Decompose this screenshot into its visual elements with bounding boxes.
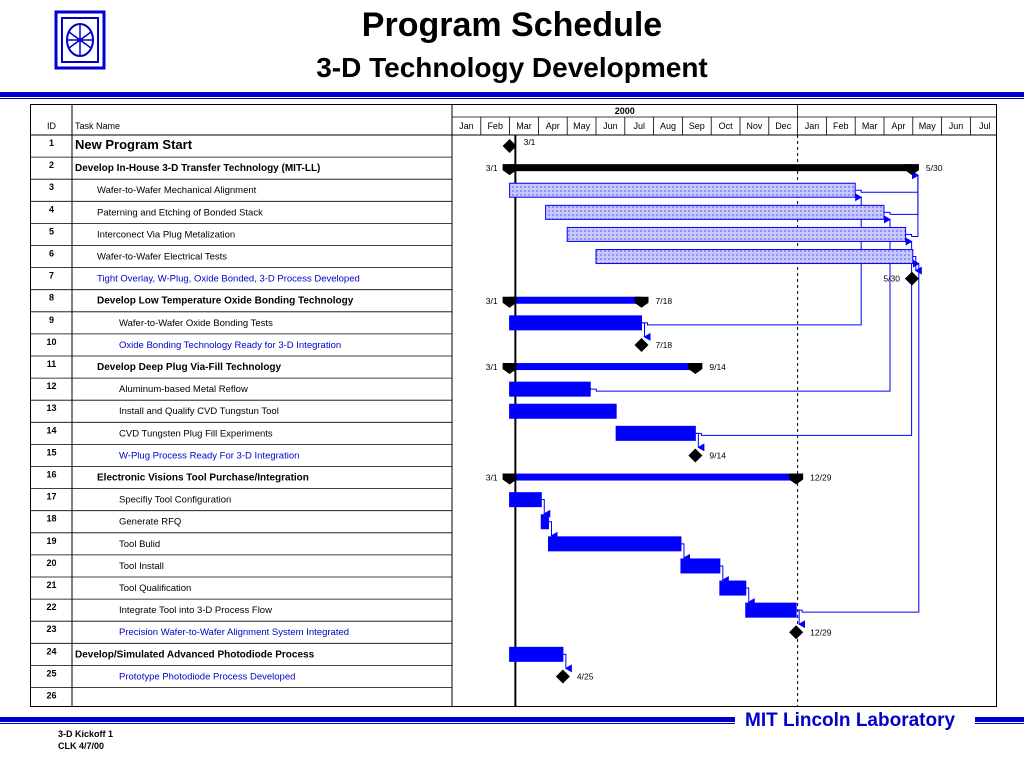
task-bar xyxy=(546,205,884,219)
task-id: 9 xyxy=(48,314,55,325)
dependency-link xyxy=(855,175,918,192)
task-id: 16 xyxy=(46,469,57,480)
start-date-label: 3/1 xyxy=(485,362,498,373)
task-name: Paterning and Etching of Bonded Stack xyxy=(97,207,263,219)
task-bar xyxy=(681,559,720,573)
header-rule-thin xyxy=(0,98,1024,99)
task-id: 12 xyxy=(46,381,57,392)
task-id: 19 xyxy=(46,535,57,546)
month-label: Oct xyxy=(718,121,733,131)
task-id: 6 xyxy=(48,248,55,259)
task-id: 1 xyxy=(48,138,55,148)
month-label: Feb xyxy=(833,121,849,131)
task-name: Specifiy Tool Configuration xyxy=(119,494,232,506)
task-id: 22 xyxy=(46,602,57,613)
task-id: 15 xyxy=(46,447,57,458)
summary-cap xyxy=(905,164,919,175)
footer-slide-label: 3-D Kickoff 1 xyxy=(58,729,114,739)
task-name: Precision Wafer-to-Wafer Alignment System Integrated xyxy=(119,627,350,639)
end-date-label: 12/29 xyxy=(810,472,832,483)
dependency-link xyxy=(796,264,919,613)
footer-rule xyxy=(0,717,735,722)
task-name: Generate RFQ xyxy=(119,516,182,528)
task-id: 11 xyxy=(46,359,57,369)
task-name: Develop In-House 3-D Transfer Technology (MIT-LL) xyxy=(75,163,321,175)
month-label: Mar xyxy=(861,121,878,131)
lab-name: MIT Lincoln Laboratory xyxy=(745,710,956,731)
footer-rule-right xyxy=(975,717,1024,722)
month-label: Mar xyxy=(516,121,532,131)
start-date-label: 3/1 xyxy=(485,295,498,306)
year-label: 2000 xyxy=(614,106,635,116)
milestone-diamond xyxy=(905,272,919,286)
task-id: 8 xyxy=(48,292,55,303)
month-label: Apr xyxy=(545,121,560,131)
task-name: Develop/Simulated Advanced Photodiode Process xyxy=(75,649,315,661)
summary-bar xyxy=(510,297,642,304)
summary-cap xyxy=(635,297,649,308)
task-name: Electronic Visions Tool Purchase/Integration xyxy=(97,472,309,484)
month-label: Jun xyxy=(948,121,964,131)
task-bar xyxy=(510,404,617,418)
task-id: 23 xyxy=(46,624,57,635)
dependency-link xyxy=(906,175,918,236)
summary-bar xyxy=(510,474,797,481)
start-date-label: 3/1 xyxy=(485,163,498,174)
month-label: Sep xyxy=(688,121,705,131)
task-name: Wafer-to-Wafer Mechanical Alignment xyxy=(97,185,257,197)
milestone-diamond xyxy=(635,338,649,352)
task-name: Aluminum-based Metal Reflow xyxy=(119,384,248,396)
task-id: 14 xyxy=(46,425,57,436)
task-id: 18 xyxy=(46,513,57,524)
task-id: 7 xyxy=(48,270,55,281)
month-label: Apr xyxy=(891,121,906,131)
month-label: Jul xyxy=(633,121,645,131)
milestone-diamond xyxy=(688,448,702,462)
task-id: 3 xyxy=(48,182,55,193)
end-date-label: 5/30 xyxy=(925,163,943,174)
task-bar xyxy=(596,250,913,264)
task-header: Task Name xyxy=(75,121,121,131)
milestone-date-label: 7/18 xyxy=(655,339,673,350)
task-id: 2 xyxy=(48,160,55,171)
task-bar xyxy=(567,227,905,241)
id-header: ID xyxy=(47,121,56,131)
task-bar xyxy=(746,603,796,617)
header-rule xyxy=(0,92,1024,97)
task-bar xyxy=(510,183,856,197)
task-id: 21 xyxy=(46,580,57,590)
task-id: 17 xyxy=(46,491,57,502)
end-date-label: 9/14 xyxy=(709,362,726,373)
task-id: 10 xyxy=(46,336,57,347)
summary-cap xyxy=(789,474,803,485)
task-name: Wafer-to-Wafer Oxide Bonding Tests xyxy=(119,317,273,329)
milestone-date-label: 3/1 xyxy=(523,137,536,147)
task-bar xyxy=(541,515,548,529)
footer-date-label: CLK 4/7/00 xyxy=(58,741,105,751)
task-id: 5 xyxy=(48,226,55,237)
task-name: CVD Tungsten Plug Fill Experiments xyxy=(119,428,273,440)
task-name: Tool Bulid xyxy=(119,538,161,550)
month-label: Nov xyxy=(746,121,763,131)
summary-cap xyxy=(688,363,702,374)
summary-bar xyxy=(510,363,696,370)
task-id: 25 xyxy=(46,668,57,679)
task-name: Tight Overlay, W-Plug, Oxide Bonded, 3-D Process Developed xyxy=(97,273,360,285)
page-title: Program Schedule xyxy=(361,6,663,44)
task-bar xyxy=(548,537,680,551)
task-name: Tool Install xyxy=(119,560,164,572)
month-label: Dec xyxy=(775,121,792,131)
task-name: W-Plug Process Ready For 3-D Integration xyxy=(119,450,300,462)
task-id: 4 xyxy=(48,204,55,215)
task-name: Integrate Tool into 3-D Process Flow xyxy=(119,605,272,617)
month-label: Aug xyxy=(659,121,677,131)
task-bar xyxy=(720,581,746,595)
milestone-date-label: 5/30 xyxy=(883,273,900,284)
task-id: 20 xyxy=(46,557,57,568)
task-bar xyxy=(510,647,563,661)
start-date-label: 3/1 xyxy=(485,472,498,483)
task-id: 26 xyxy=(46,690,57,701)
task-bar xyxy=(510,316,642,330)
gantt-chart xyxy=(31,105,996,706)
month-label: Jan xyxy=(459,121,474,131)
month-label: Jun xyxy=(603,121,618,131)
footer-rule-thin xyxy=(0,723,735,724)
month-label: Jan xyxy=(804,121,820,131)
task-name: New Program Start xyxy=(75,137,193,152)
task-name: Install and Qualify CVD Tungstun Tool xyxy=(119,406,279,418)
dependency-link xyxy=(884,175,918,214)
month-label: Feb xyxy=(487,121,503,131)
page-subtitle: 3-D Technology Development xyxy=(316,52,708,83)
task-bar xyxy=(510,382,591,396)
task-bar xyxy=(510,493,542,507)
milestone-date-label: 9/14 xyxy=(709,450,726,461)
task-name: Wafer-to-Wafer Electrical Tests xyxy=(97,251,228,263)
dependency-link xyxy=(695,242,911,436)
summary-bar xyxy=(510,164,912,171)
task-name: Oxide Bonding Technology Ready for 3-D Integration xyxy=(119,339,342,351)
month-label: May xyxy=(918,121,936,131)
milestone-diamond xyxy=(556,669,570,683)
footer-rule-right-thin xyxy=(975,723,1024,724)
end-date-label: 7/18 xyxy=(655,295,673,306)
month-label: May xyxy=(573,121,591,131)
task-bar xyxy=(616,426,695,440)
task-name: Develop Deep Plug Via-Fill Technology xyxy=(97,362,282,373)
task-id: 13 xyxy=(46,403,57,414)
task-name: Interconect Via Plug Metalization xyxy=(97,229,236,241)
task-name: Develop Low Temperature Oxide Bonding Technology xyxy=(97,295,354,307)
task-name: Tool Qualification xyxy=(119,583,192,594)
task-name: Prototype Photodiode Process Developed xyxy=(119,671,296,683)
milestone-date-label: 12/29 xyxy=(810,627,832,638)
task-id: 24 xyxy=(46,646,57,657)
milestone-diamond xyxy=(789,625,803,639)
schedule-frame xyxy=(30,104,997,707)
milestone-date-label: 4/25 xyxy=(576,671,594,682)
month-label: Jul xyxy=(979,121,991,131)
